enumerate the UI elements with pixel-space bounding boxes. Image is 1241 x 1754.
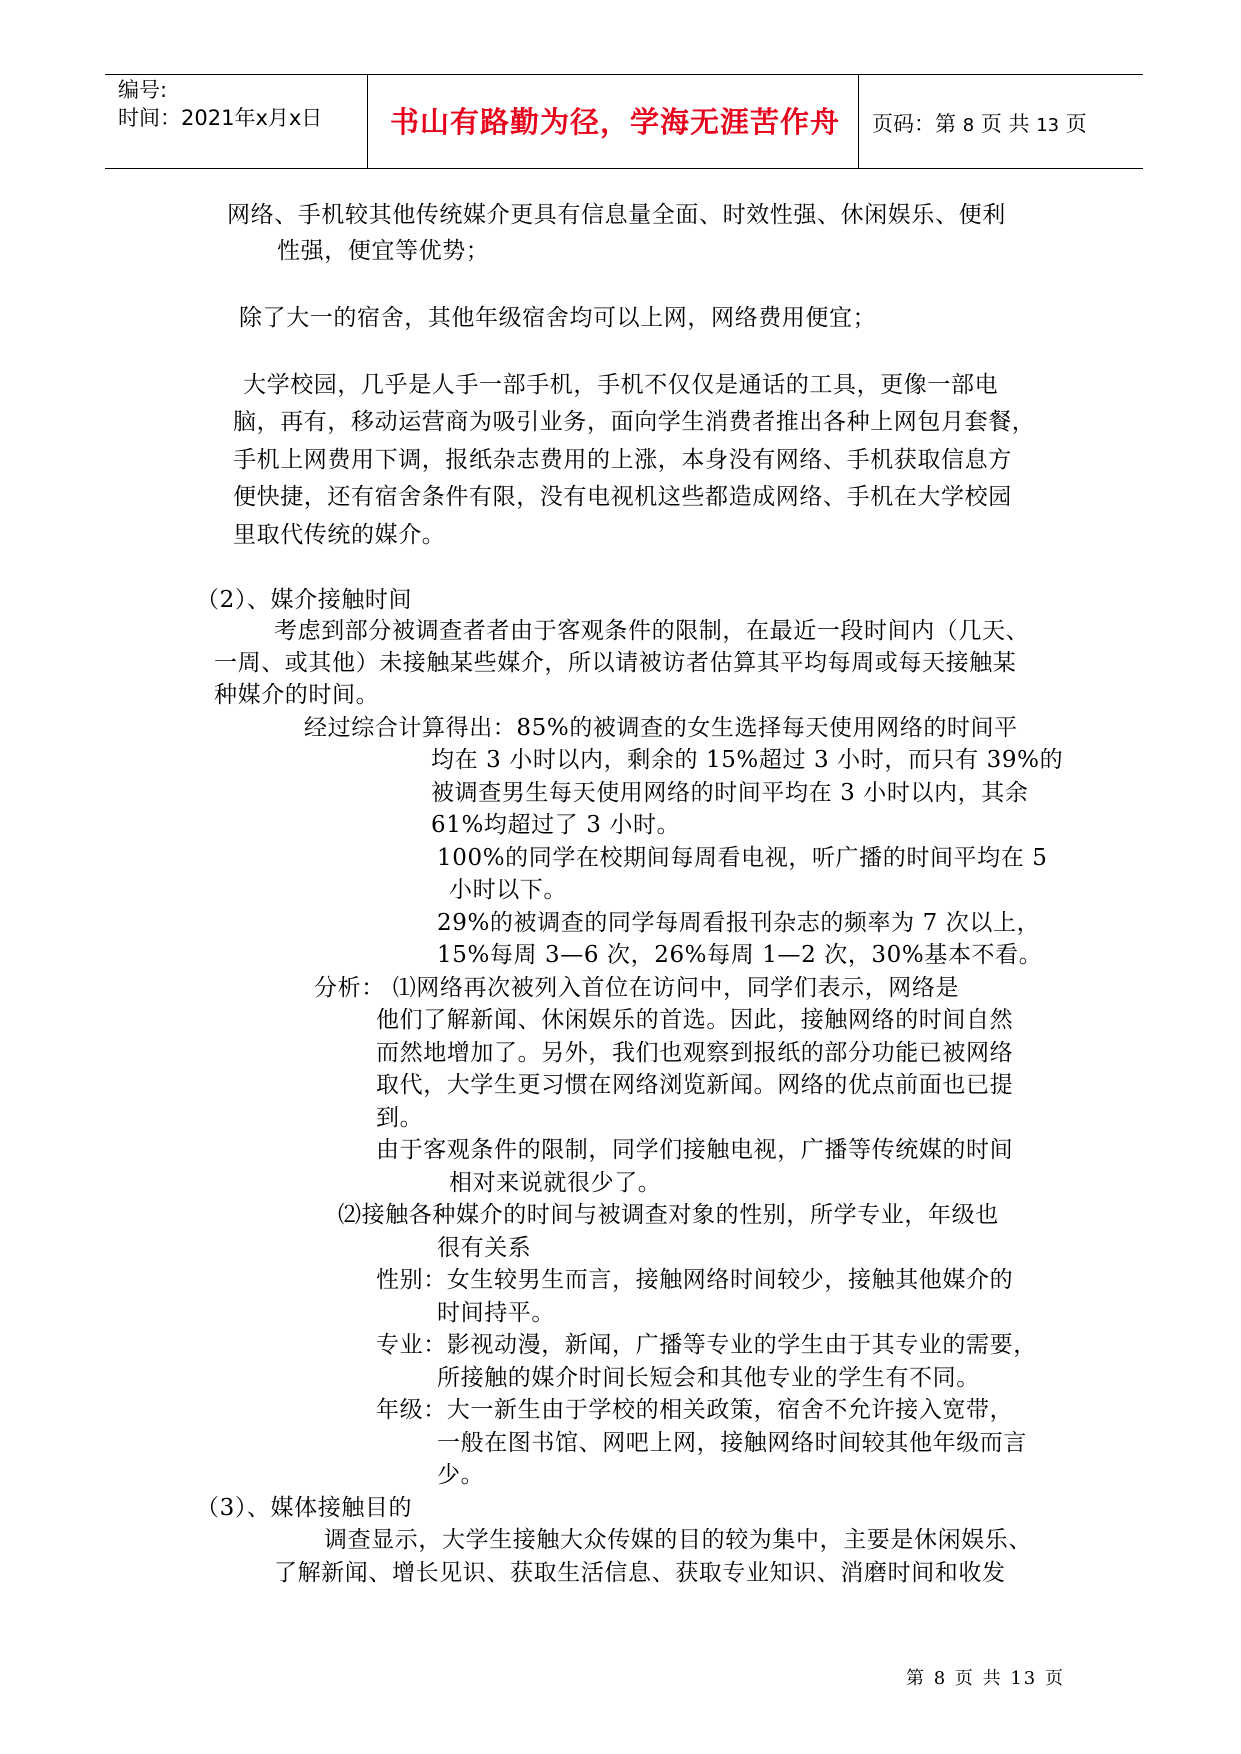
body-line: 他们了解新闻、休闲娱乐的首选。因此，接触网络的时间自然 — [376, 1007, 1014, 1033]
section-heading: （2）、媒介接触时间 — [196, 587, 413, 613]
body-line: 专业：影视动漫，新闻，广播等专业的学生由于其专业的需要， — [376, 1332, 1037, 1358]
body-line: 便快捷，还有宿舍条件有限，没有电视机这些都造成网络、手机在大学校园 — [233, 484, 1012, 510]
body-line: 年级：大一新生由于学校的相关政策，宿舍不允许接入宽带， — [376, 1397, 1014, 1423]
body-line: 了解新闻、增长见识、获取生活信息、获取专业知识、消磨时间和收发 — [274, 1560, 1006, 1586]
header-meta — [118, 76, 322, 132]
header-page-total: 13 — [1036, 115, 1060, 136]
body-line: 手机上网费用下调，报纸杂志费用的上涨，本身没有网络、手机获取信息方 — [233, 447, 1012, 473]
header-bottom-rule — [105, 168, 1143, 169]
header-time-label: 时间：2021年x月x日 — [118, 106, 323, 130]
body-line: 相对来说就很少了。 — [449, 1170, 662, 1196]
header-page-indicator — [872, 108, 1087, 138]
body-line: 调查显示，大学生接触大众传媒的目的较为集中，主要是休闲娱乐、 — [324, 1527, 1032, 1553]
header-top-rule — [105, 74, 1143, 75]
header-motto: 书山有路勤为径，学海无涯苦作舟 — [389, 105, 840, 139]
body-line: 大学校园，几乎是人手一部手机，手机不仅仅是通话的工具，更像一部电 — [243, 372, 999, 398]
body-line: 性强，便宜等优势； — [277, 238, 490, 264]
body-line: 均在 3 小时以内，剩余的 15%超过 3 小时，而只有 39%的 — [431, 747, 1064, 773]
body-line: 所接触的媒介时间长短会和其他专业的学生有不同。 — [437, 1365, 980, 1391]
section-heading: （3）、媒体接触目的 — [196, 1495, 413, 1521]
body-line: 而然地增加了。另外，我们也观察到报纸的部分功能已被网络 — [376, 1040, 1014, 1066]
header-divider-left — [367, 74, 368, 168]
body-line: 种媒介的时间。 — [214, 682, 380, 708]
body-line: 经过综合计算得出：85%的被调查的女生选择每天使用网络的时间平 — [304, 715, 1018, 741]
body-line: 取代，大学生更习惯在网络浏览新闻。网络的优点前面也已提 — [376, 1072, 1014, 1098]
body-line: 由于客观条件的限制，同学们接触电视，广播等传统媒的时间 — [376, 1137, 1014, 1163]
body-line: 一周、或其他）未接触某些媒介，所以请被访者估算其平均每周或每天接触某 — [214, 650, 1017, 676]
body-line: 分析： ⑴网络再次被列入首位在访问中，同学们表示，网络是 — [314, 975, 960, 1001]
header-number-label: 编号: — [118, 78, 168, 102]
page-footer: 第 8 页 共 13 页 — [906, 1668, 1065, 1689]
body-line: 很有关系 — [437, 1235, 532, 1261]
body-line: 里取代传统的媒介。 — [233, 522, 446, 548]
body-line: 一般在图书馆、网吧上网，接触网络时间较其他年级而言 — [437, 1430, 1027, 1456]
body-line: 除了大一的宿舍，其他年级宿舍均可以上网，网络费用便宜； — [239, 305, 877, 331]
body-line: 考虑到部分被调查者者由于客观条件的限制，在最近一段时间内（几天、 — [274, 618, 1030, 644]
body-line: 网络、手机较其他传统媒介更具有信息量全面、时效性强、休闲娱乐、便利 — [227, 202, 1006, 228]
body-line: 时间持平。 — [437, 1300, 555, 1326]
header-divider-right — [858, 74, 859, 168]
body-line: 61%均超过了 3 小时。 — [431, 812, 681, 838]
body-line: 15%每周 3—6 次，26%每周 1—2 次，30%基本不看。 — [437, 942, 1043, 968]
body-line: 脑，再有，移动运营商为吸引业务，面向学生消费者推出各种上网包月套餐， — [233, 409, 1036, 435]
header-page-current: 8 — [962, 115, 975, 136]
header-page-mid: 页 共 — [980, 112, 1030, 136]
body-line: 少。 — [437, 1462, 485, 1488]
header-page-prefix: 页码：第 — [872, 112, 956, 136]
body-line: 100%的同学在校期间每周看电视，听广播的时间平均在 5 — [437, 845, 1048, 871]
body-line: 到。 — [376, 1105, 424, 1131]
body-line: 被调查男生每天使用网络的时间平均在 3 小时以内，其余 — [431, 780, 1029, 806]
body-line: 小时以下。 — [449, 877, 567, 903]
body-line: ⑵接触各种媒介的时间与被调查对象的性别，所学专业，年级也 — [338, 1202, 999, 1228]
body-line: 29%的被调查的同学每周看报刊杂志的频率为 7 次以上， — [437, 910, 1041, 936]
header-page-suffix: 页 — [1065, 112, 1087, 136]
body-line: 性别：女生较男生而言，接触网络时间较少，接触其他媒介的 — [376, 1267, 1014, 1293]
